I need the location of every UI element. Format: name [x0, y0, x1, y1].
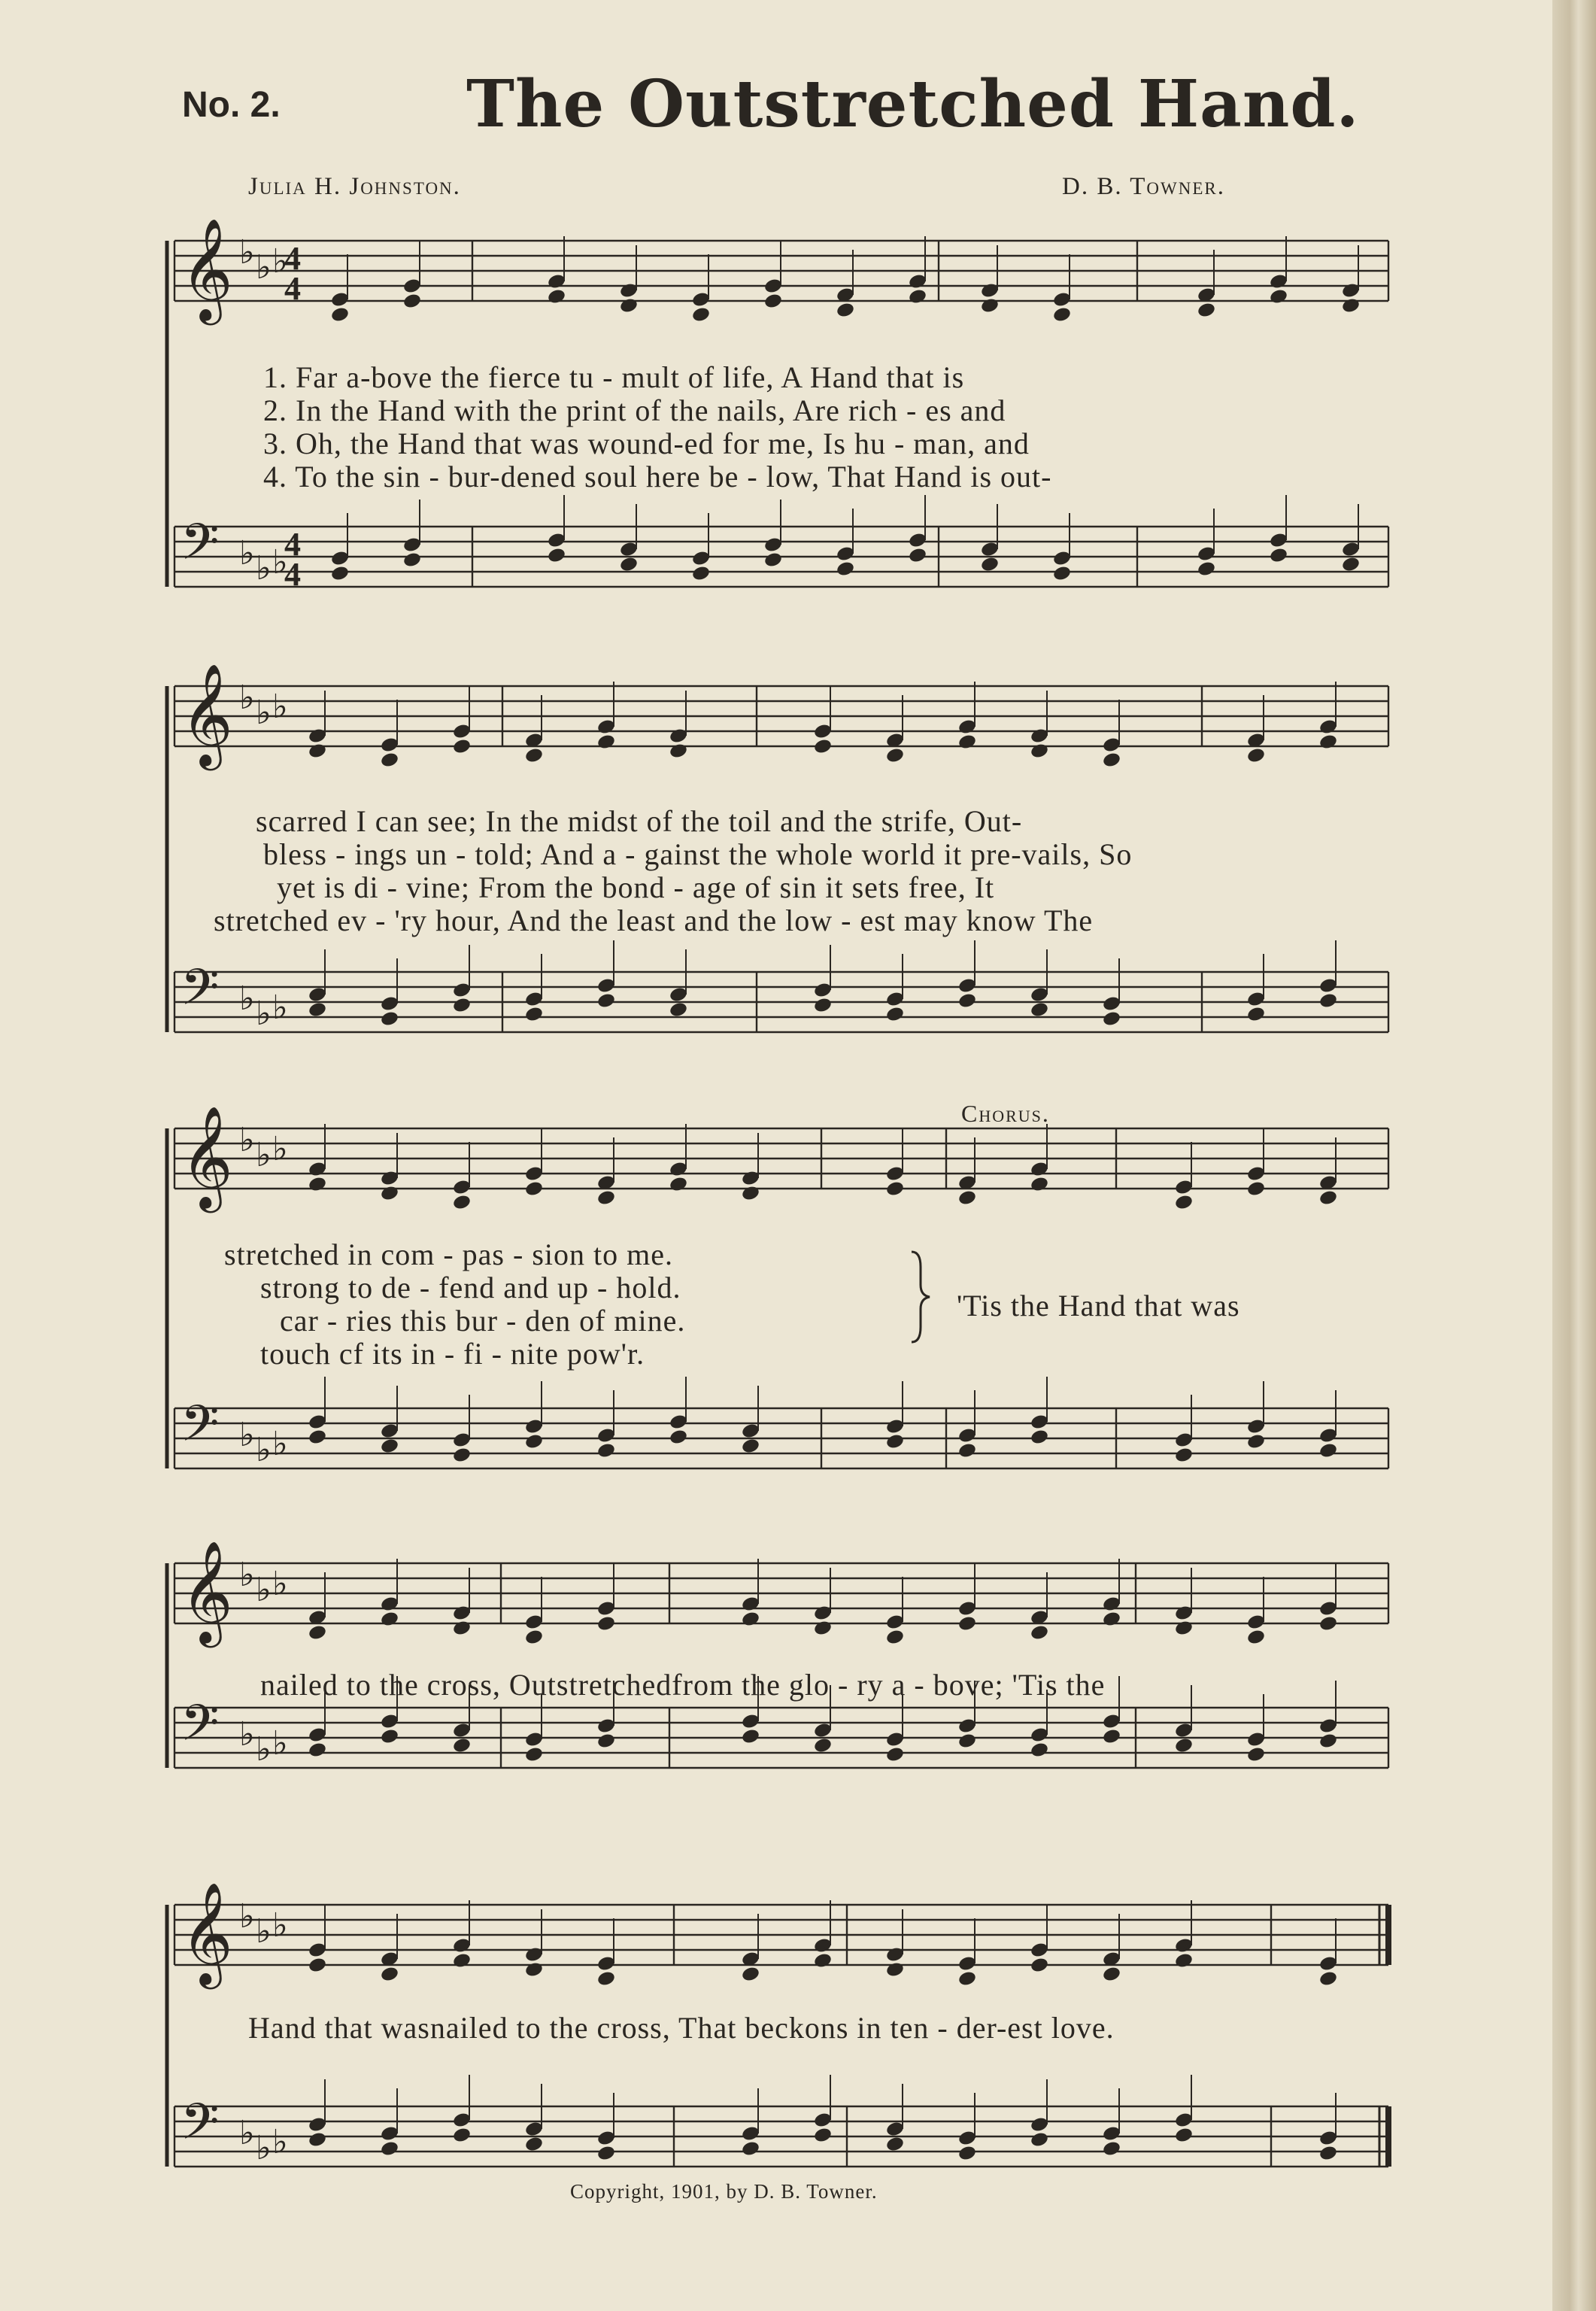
- note-head: [957, 1970, 977, 1988]
- flat-icon: ♭: [239, 1556, 255, 1594]
- note-head: [1197, 302, 1216, 319]
- note-head: [452, 1194, 472, 1211]
- note-head: [813, 1737, 833, 1754]
- note-head: [885, 1961, 905, 1978]
- note-head: [308, 1742, 327, 1759]
- note-head: [1174, 1447, 1194, 1464]
- note-head: [885, 1433, 905, 1450]
- bass-clef-icon: 𝄢: [181, 958, 220, 1028]
- lyric-line: car - ries this bur - den of mine.: [280, 1304, 686, 1338]
- lyric-line: stretched ev - 'ry hour, And the least and the low - est may know The: [214, 903, 1094, 937]
- note-head: [691, 565, 711, 582]
- note-head: [452, 997, 472, 1014]
- note-head: [908, 547, 927, 564]
- note-head: [763, 551, 783, 569]
- note-head: [1318, 1970, 1338, 1988]
- note-head: [669, 742, 688, 760]
- note-head: [980, 556, 1000, 573]
- note-head: [452, 1447, 472, 1464]
- note-head: [1197, 560, 1216, 578]
- flat-icon: ♭: [239, 534, 255, 572]
- note-head: [1341, 297, 1361, 314]
- note-head: [1174, 2127, 1194, 2144]
- note-head: [691, 306, 711, 323]
- note-head: [1246, 1006, 1266, 1023]
- flat-icon: ♭: [256, 1431, 272, 1469]
- note-head: [741, 1611, 760, 1628]
- flat-icon: ♭: [239, 679, 255, 717]
- treble-clef-icon: 𝄞: [181, 1539, 233, 1643]
- note-head: [1030, 1742, 1049, 1759]
- flat-icon: ♭: [272, 1906, 288, 1945]
- lyricist-credit: Julia H. Johnston.: [248, 173, 461, 200]
- note-head: [1030, 742, 1049, 760]
- note-head: [813, 1620, 833, 1637]
- flat-icon: ♭: [272, 242, 288, 281]
- flat-icon: ♭: [256, 2129, 272, 2167]
- note-head: [1102, 1966, 1121, 1983]
- note-head: [330, 306, 350, 323]
- lyric-line: scarred I can see; In the midst of the toil and the strife, Out-: [256, 804, 1023, 838]
- lyric-line: strong to de - fend and up - hold.: [260, 1271, 681, 1304]
- note-head: [1341, 556, 1361, 573]
- note-head: [1246, 1746, 1266, 1763]
- note-head: [308, 1001, 327, 1019]
- note-head: [741, 1966, 760, 1983]
- flat-icon: ♭: [256, 549, 272, 588]
- note-head: [813, 2127, 833, 2144]
- note-head: [885, 747, 905, 764]
- note-head: [1030, 1176, 1049, 1193]
- flat-icon: ♭: [239, 1121, 255, 1159]
- note-head: [380, 1966, 399, 1983]
- note-head: [308, 1429, 327, 1446]
- bass-clef-icon: 𝄢: [181, 513, 220, 583]
- hymn-title: The Outstretched Hand.: [466, 66, 1360, 142]
- note-head: [957, 2145, 977, 2162]
- lyric-line: bless - ings un - told; And a - gainst the whole world it pre-vails, So: [263, 837, 1133, 871]
- note-head: [1030, 1957, 1049, 1974]
- flat-icon: ♭: [272, 988, 288, 1027]
- note-head: [741, 1438, 760, 1455]
- note-head: [380, 1010, 399, 1028]
- treble-clef-icon: 𝄞: [181, 217, 233, 320]
- note-head: [763, 293, 783, 310]
- note-head: [741, 1728, 760, 1745]
- note-head: [813, 997, 833, 1014]
- note-head: [957, 1189, 977, 1207]
- note-head: [836, 302, 855, 319]
- chorus-label: Chorus.: [961, 1100, 1050, 1127]
- note-head: [596, 1442, 616, 1459]
- note-head: [380, 752, 399, 769]
- flat-icon: ♭: [239, 1416, 255, 1454]
- note-head: [1052, 306, 1072, 323]
- note-head: [524, 1180, 544, 1198]
- note-head: [596, 1615, 616, 1632]
- note-head: [524, 1629, 544, 1646]
- note-head: [452, 1737, 472, 1754]
- note-head: [957, 992, 977, 1010]
- note-head: [1102, 1010, 1121, 1028]
- note-head: [524, 2136, 544, 2153]
- note-head: [596, 992, 616, 1010]
- flat-icon: ♭: [239, 233, 255, 272]
- bass-clef-icon: 𝄢: [181, 1395, 220, 1465]
- lyric-line: 1. Far a-bove the fierce tu - mult of life, A Hand that is: [263, 360, 965, 394]
- note-head: [1174, 1952, 1194, 1969]
- note-head: [669, 1001, 688, 1019]
- note-head: [1102, 2140, 1121, 2158]
- note-head: [669, 1429, 688, 1446]
- note-head: [741, 1185, 760, 1202]
- note-head: [1269, 547, 1288, 564]
- note-head: [885, 1746, 905, 1763]
- note-head: [1318, 1189, 1338, 1207]
- treble-clef-icon: 𝄞: [181, 662, 233, 766]
- note-head: [380, 2140, 399, 2158]
- flat-icon: ♭: [272, 1724, 288, 1763]
- note-head: [452, 2127, 472, 2144]
- flat-icon: ♭: [256, 1912, 272, 1951]
- bass-clef-icon: 𝄢: [181, 1694, 220, 1764]
- note-head: [1318, 1442, 1338, 1459]
- note-head: [547, 547, 566, 564]
- note-head: [402, 293, 422, 310]
- note-head: [957, 1615, 977, 1632]
- lyric-line: 3. Oh, the Hand that was wound-ed for me, Is hu - man, and: [263, 427, 1030, 460]
- hymn-number: No. 2.: [182, 85, 281, 125]
- note-head: [1174, 1620, 1194, 1637]
- note-head: [524, 1961, 544, 1978]
- time-signature: 4: [284, 270, 301, 307]
- note-head: [596, 1970, 616, 1988]
- note-head: [1030, 1624, 1049, 1641]
- note-head: [330, 565, 350, 582]
- note-head: [452, 738, 472, 755]
- flat-icon: ♭: [256, 995, 272, 1033]
- lyric-line: 2. In the Hand with the print of the nails, Are rich - es and: [263, 393, 1006, 427]
- note-head: [596, 2145, 616, 2162]
- note-head: [908, 288, 927, 305]
- note-head: [957, 733, 977, 751]
- verse-brace: [912, 1252, 930, 1342]
- note-head: [1030, 2131, 1049, 2149]
- note-head: [1030, 1429, 1049, 1446]
- note-head: [1246, 1433, 1266, 1450]
- note-head: [1269, 288, 1288, 305]
- note-head: [596, 733, 616, 751]
- note-head: [1318, 1615, 1338, 1632]
- note-head: [1246, 1180, 1266, 1198]
- copyright-notice: Copyright, 1901, by D. B. Towner.: [570, 2180, 878, 2203]
- note-head: [1030, 1001, 1049, 1019]
- flat-icon: ♭: [239, 2114, 255, 2152]
- note-head: [885, 1006, 905, 1023]
- flat-icon: ♭: [272, 688, 288, 726]
- note-head: [1102, 752, 1121, 769]
- note-head: [619, 556, 639, 573]
- note-head: [524, 1006, 544, 1023]
- treble-clef-icon: 𝄞: [181, 1881, 233, 1985]
- lyric-line: Hand that wasnailed to the cross, That beckons in ten - der-est love.: [248, 2011, 1115, 2045]
- flat-icon: ♭: [272, 1425, 288, 1463]
- note-head: [1246, 1629, 1266, 1646]
- note-head: [741, 2140, 760, 2158]
- lyric-line: 4. To the sin - bur-dened soul here be - low, That Hand is out-: [263, 460, 1052, 493]
- note-head: [380, 1611, 399, 1628]
- note-head: [308, 1957, 327, 1974]
- note-head: [524, 1746, 544, 1763]
- note-head: [1318, 992, 1338, 1010]
- note-head: [813, 1952, 833, 1969]
- note-head: [1246, 747, 1266, 764]
- lyric-line: touch cf its in - fi - nite pow'r.: [260, 1337, 645, 1371]
- note-head: [308, 1176, 327, 1193]
- time-signature: 4: [284, 526, 301, 563]
- note-head: [308, 1624, 327, 1641]
- note-head: [836, 560, 855, 578]
- note-head: [885, 1180, 905, 1198]
- note-head: [452, 1620, 472, 1637]
- flat-icon: ♭: [256, 1730, 272, 1769]
- note-head: [813, 738, 833, 755]
- note-head: [380, 1185, 399, 1202]
- note-head: [885, 2136, 905, 2153]
- note-head: [1318, 1732, 1338, 1750]
- lyric-line: stretched in com - pas - sion to me.: [224, 1237, 673, 1271]
- note-head: [524, 747, 544, 764]
- note-head: [1318, 2145, 1338, 2162]
- note-head: [402, 551, 422, 569]
- note-head: [1174, 1737, 1194, 1754]
- flat-icon: ♭: [239, 1897, 255, 1936]
- note-head: [380, 1438, 399, 1455]
- note-head: [957, 1732, 977, 1750]
- note-head: [1318, 733, 1338, 751]
- chorus-lyric: 'Tis the Hand that was: [957, 1289, 1240, 1323]
- note-head: [885, 1629, 905, 1646]
- note-head: [1174, 1194, 1194, 1211]
- note-head: [619, 297, 639, 314]
- note-head: [524, 1433, 544, 1450]
- note-head: [547, 288, 566, 305]
- note-head: [957, 1442, 977, 1459]
- flat-icon: ♭: [272, 2123, 288, 2161]
- note-head: [596, 1732, 616, 1750]
- flat-icon: ♭: [256, 248, 272, 287]
- note-head: [596, 1189, 616, 1207]
- flat-icon: ♭: [272, 1130, 288, 1168]
- note-head: [380, 1728, 399, 1745]
- flat-icon: ♭: [256, 1136, 272, 1174]
- flat-icon: ♭: [272, 1565, 288, 1603]
- time-signature: 4: [284, 556, 301, 593]
- time-signature: 4: [284, 240, 301, 277]
- flat-icon: ♭: [272, 543, 288, 582]
- note-head: [1052, 565, 1072, 582]
- note-head: [1102, 1728, 1121, 1745]
- note-head: [452, 1952, 472, 1969]
- composer-credit: D. B. Towner.: [1062, 173, 1225, 200]
- lyric-line: yet is di - vine; From the bond - age of sin it sets free, It: [277, 870, 995, 904]
- note-head: [669, 1176, 688, 1193]
- note-head: [980, 297, 1000, 314]
- note-head: [1102, 1611, 1121, 1628]
- flat-icon: ♭: [239, 1715, 255, 1754]
- lyric-line: nailed to the cross, Outstretchedfrom the glo - ry a - bove; 'Tis the: [260, 1668, 1106, 1702]
- flat-icon: ♭: [239, 979, 255, 1018]
- note-head: [308, 2131, 327, 2149]
- bass-clef-icon: 𝄢: [181, 2093, 220, 2163]
- treble-clef-icon: 𝄞: [181, 1104, 233, 1208]
- note-head: [308, 742, 327, 760]
- flat-icon: ♭: [256, 1571, 272, 1609]
- flat-icon: ♭: [256, 694, 272, 732]
